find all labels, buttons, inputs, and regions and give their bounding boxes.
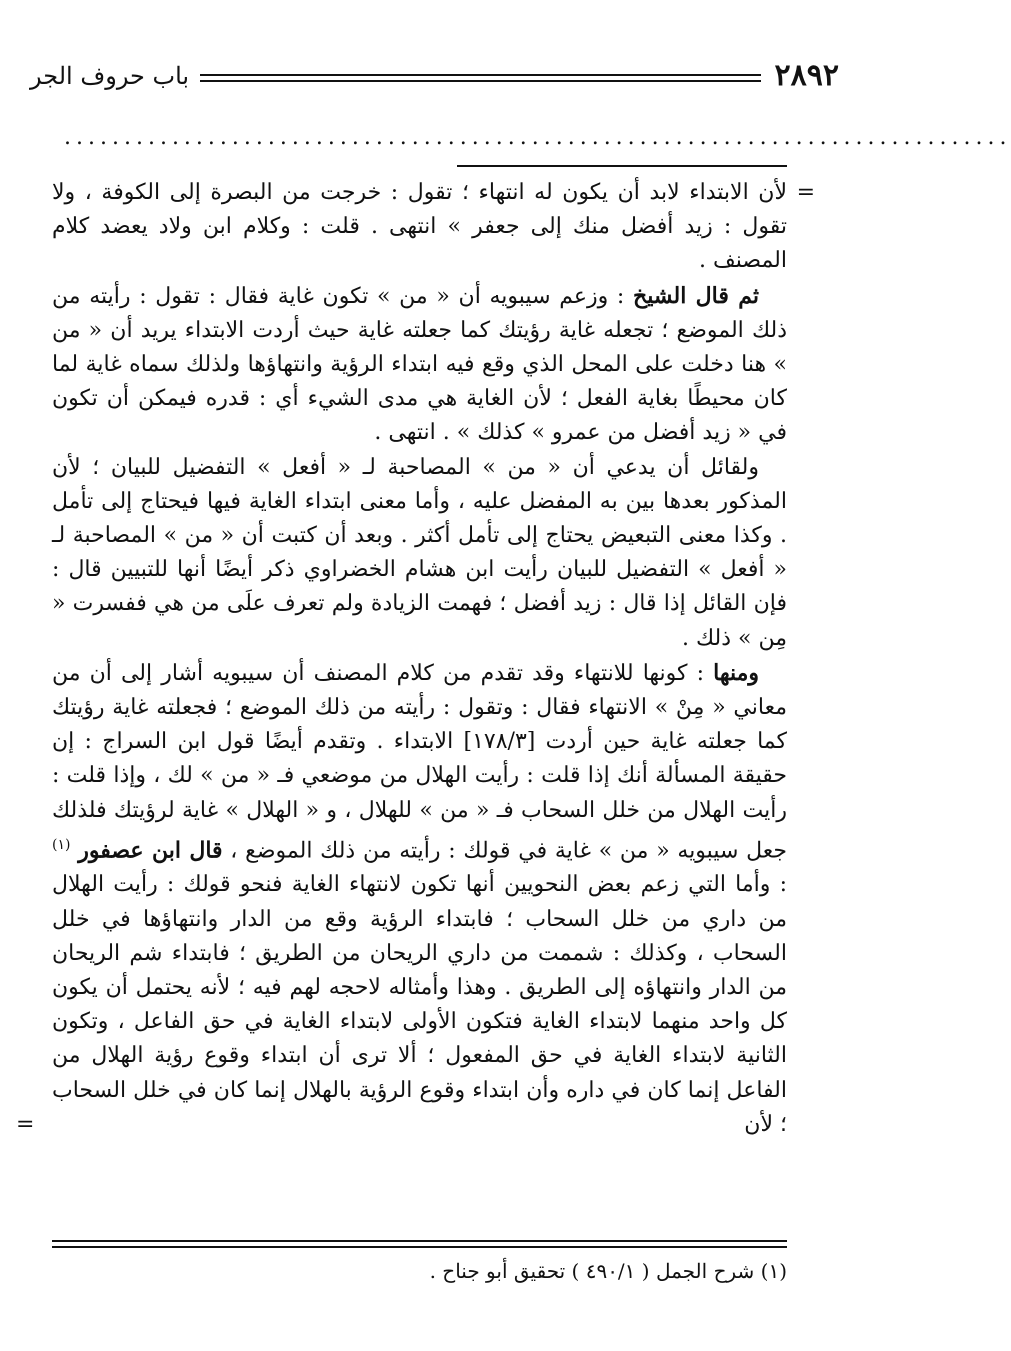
main-text (16, 176, 815, 1142)
paragraph-2-text: : وزعم سيبويه أن « من » تكون غاية فقال : تقول : رأيته من ذلك الموضع ؛ تجعله غاية رؤيتك كما جعلته غاية حيث أردت الابتداء يريد أن « من » هنا دخلت على المحل الذي وقع فيه ابتداء الرؤية وانتهاؤها ولذلك سماه غاية لما كان محيطًا بغاية الفعل ؛ لأن الغاية هي مدى الشيء أي : قدره فيمكن أن تكون في « زيد أفضل من عمرو » كذلك » . انتهى . (52, 283, 787, 446)
paragraph-1-text: لأن الابتداء لابد أن يكون له انتهاء ؛ تقول : خرجت من البصرة إلى الكوفة ، ولا تقول : زيد أفضل منك إلى جعفر » انتهى . قلت : وكلام ابن ولاد يعضد كلام المصنف . (52, 180, 787, 274)
footnote-reference: (١) (52, 836, 71, 853)
paragraph-1 (52, 176, 815, 279)
paragraph-4-text-b: : وأما التي زعم بعض النحويين أنها تكون لانتهاء الغاية فنحو قولك : رأيت الهلال من داري من خلل السحاب ؛ فابتداء الرؤية وقع من الدار وانتهاؤها في خلل السحاب ، وكذلك : شممت من داري الريحان من الطريق ؛ فابتداء شم الريحان من الدار وانتهاؤه إلى الطريق . وهذا وأمثاله لاحجه لهم فيه ؛ لأنه يحتمل أن يكون كل واحد منهما لابتداء الغاية فتكون الأولى لابتداء الغاية في حق الفاعل ، وتكون الثانية لابتداء الغاية في حق المفعول ؛ ألا ترى أن ابتداء وقوع رؤية الهلال من الفاعل إنما كان في داره وأن ابتداء وقوع الرؤية بالهلال إنما كان في خلل السحاب ؛ لأن (52, 872, 787, 1137)
continuation-mark-open: = (796, 180, 815, 205)
chapter-title: باب حروف الجر (30, 62, 190, 90)
paragraph-4-text-a: : كونها للانتهاء وقد تقدم من كلام المصنف أن سيبويه أشار إلى أن من معاني « مِنْ » الانتهاء فقال : وتقول : رأيته من ذلك الموضع ؛ فجعلته غاية رؤيتك كما جعلته غاية حين أردت [١٧٨/٣] الابتداء . وتقدم أيضًا قول ابن السراج : إن حقيقة المسألة أنك إذا قلت : رأيت الهلال من موضعي فـ « من » لك ، وإذا قلت : رأيت الهلال من خلل السحاب فـ « من » للهلال ، و « الهلال » غاية لرؤيتك فلذلك جعل سيبويه « من » غاية في قولك : رأيته من ذلك الموضع ، (52, 660, 788, 864)
paragraph-4-lead: ومنها (713, 659, 759, 686)
short-rule (457, 165, 787, 167)
footnote: (١) شرح الجمل ( ٤٩٠/١ ) تحقيق أبو جناح . (429, 1259, 787, 1283)
paragraph-4 (16, 656, 788, 1142)
footnote-rule (52, 1240, 787, 1248)
paragraph-2-lead: ثم قال الشيخ (633, 282, 759, 309)
page-number: ٢٨٩٢ (774, 58, 839, 93)
paragraph-3-text: ولقائل أن يدعي أن « من » المصاحبة لـ « أفعل » التفضيل للبيان ؛ لأن المذكور بعدها بين به المفضل عليه ، وأما معنى ابتداء الغاية فيها فيحتاج إلى تأمل . وكذا معنى التبعيض يحتاج إلى تأمل أكثر . وبعد أن كتبت أن « من » المصاحبة لـ « أفعل » التفضيل للبيان رأيت ابن هشام الخضراوي ذكر أيضًا أنها للتبيين قال : فإن القائل إذا قال : زيد أفضل ؛ فهمت الزيادة ولم تعرف علَى من هي ففسرت « مِن » ذلك . (52, 454, 787, 651)
paragraph-4-lead-2: قال ابن عصفور (78, 837, 223, 864)
dotted-separator: ............................................................................... (64, 125, 1011, 150)
continuation-mark-close: = (16, 1111, 35, 1137)
header-rule (200, 74, 761, 82)
paragraph-3 (52, 451, 787, 656)
page-header (30, 56, 839, 100)
paragraph-2 (52, 279, 787, 451)
